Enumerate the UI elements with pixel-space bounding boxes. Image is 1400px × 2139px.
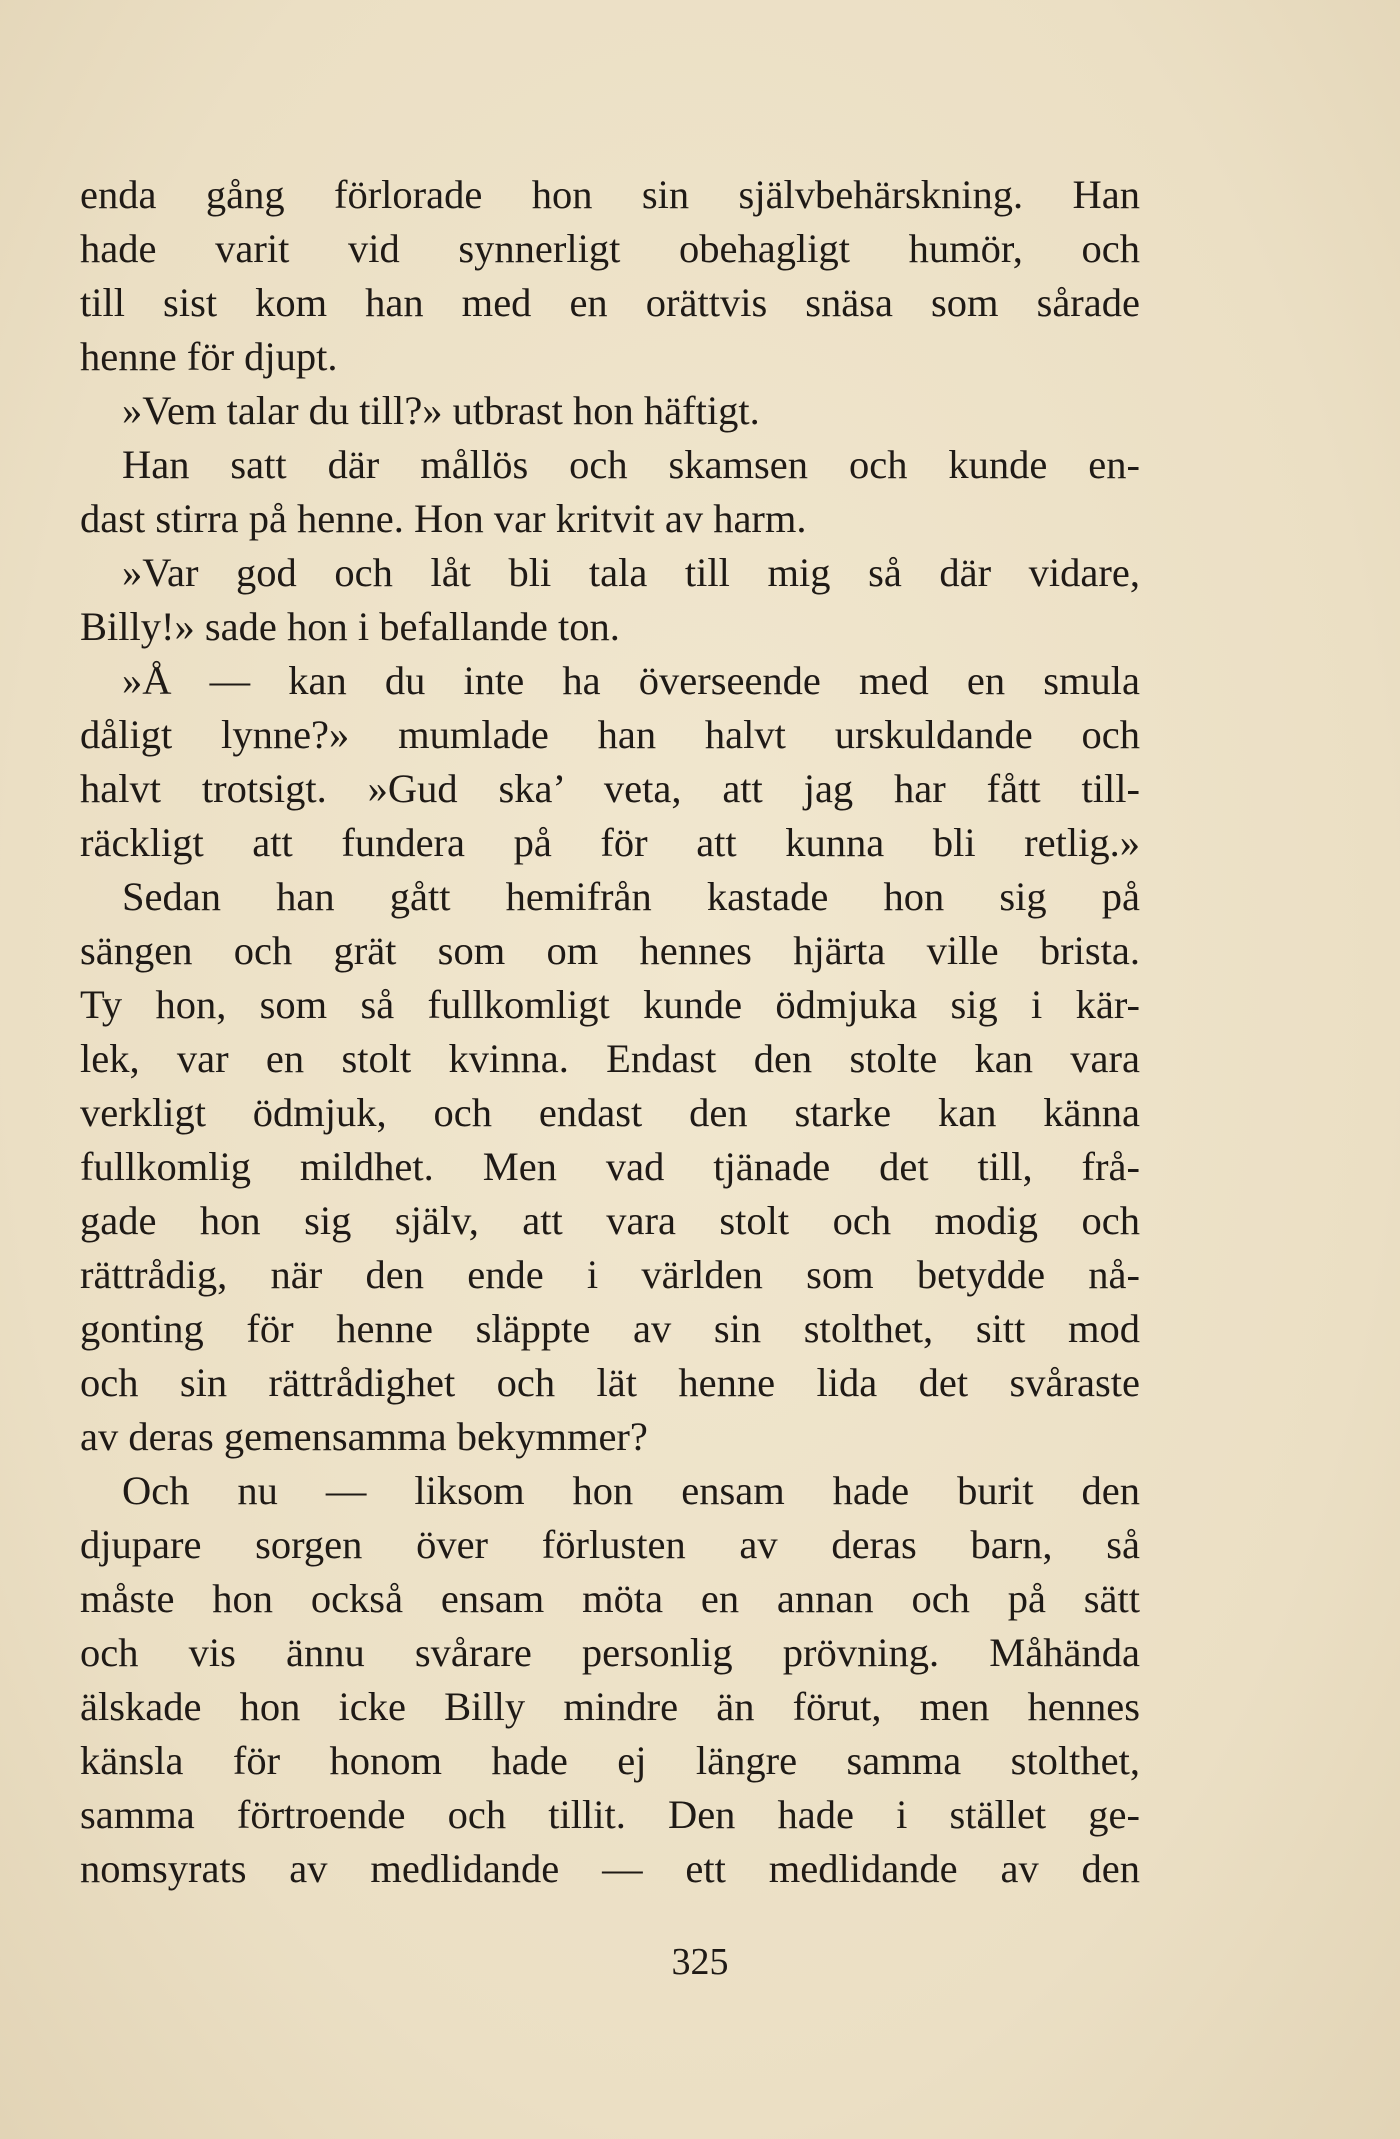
body-text xyxy=(80,168,1140,1896)
text-line: hade varit vid synnerligt obehagligt humör, och xyxy=(80,226,1140,271)
text-line: samma förtroende och tillit. Den hade i stället ge- xyxy=(80,1792,1140,1837)
text-line: Och nu — liksom hon ensam hade burit den xyxy=(122,1468,1140,1513)
text-line: Billy!» sade hon i befallande ton. xyxy=(80,604,620,649)
text-line: sängen och grät som om hennes hjärta ville brista. xyxy=(80,928,1140,973)
text-line: och sin rättrådighet och lät henne lida det svåraste xyxy=(80,1360,1140,1405)
text-line: enda gång förlorade hon sin självbehärskning. Han xyxy=(80,172,1140,217)
text-line: henne för djupt. xyxy=(80,334,338,379)
text-line: Han satt där mållös och skamsen och kunde en- xyxy=(122,442,1140,487)
text-line: nomsyrats av medlidande — ett medlidande av den xyxy=(80,1846,1140,1891)
text-line: lek, var en stolt kvinna. Endast den stolte kan vara xyxy=(80,1036,1140,1081)
text-line: »Vem talar du till?» utbrast hon häftigt. xyxy=(122,388,760,433)
text-line: dast stirra på henne. Hon var kritvit av harm. xyxy=(80,496,807,541)
page-number: 325 xyxy=(671,1941,729,1983)
text-line: och vis ännu svårare personlig prövning. Måhända xyxy=(80,1630,1140,1675)
text-line: till sist kom han med en orättvis snäsa som sårade xyxy=(80,280,1140,325)
text-line: måste hon också ensam möta en annan och på sätt xyxy=(80,1576,1140,1621)
text-line: av deras gemensamma bekymmer? xyxy=(80,1414,648,1459)
text-line: verkligt ödmjuk, och endast den starke kan känna xyxy=(80,1090,1140,1135)
text-line: Sedan han gått hemifrån kastade hon sig på xyxy=(122,874,1140,919)
text-line: känsla för honom hade ej längre samma stolthet, xyxy=(80,1738,1140,1783)
text-line: rättrådig, när den ende i världen som betydde nå- xyxy=(80,1252,1140,1297)
text-line: räckligt att fundera på för att kunna bli retlig.» xyxy=(80,820,1140,865)
text-line: dåligt lynne?» mumlade han halvt urskuldande och xyxy=(80,712,1140,757)
text-line: gade hon sig själv, att vara stolt och modig och xyxy=(80,1198,1140,1243)
text-line: Ty hon, som så fullkomligt kunde ödmjuka sig i kär- xyxy=(80,982,1140,1027)
text-line: fullkomlig mildhet. Men vad tjänade det till, frå- xyxy=(80,1144,1140,1189)
text-line: halvt trotsigt. »Gud ska’ veta, att jag har fått till- xyxy=(80,766,1140,811)
text-line: djupare sorgen över förlusten av deras barn, så xyxy=(80,1522,1140,1567)
text-line: älskade hon icke Billy mindre än förut, men hennes xyxy=(80,1684,1140,1729)
text-line: »Var god och låt bli tala till mig så där vidare, xyxy=(122,550,1140,595)
text-line: gonting för henne släppte av sin stolthet, sitt mod xyxy=(80,1306,1140,1351)
text-line: »Å — kan du inte ha överseende med en smula xyxy=(122,658,1140,703)
